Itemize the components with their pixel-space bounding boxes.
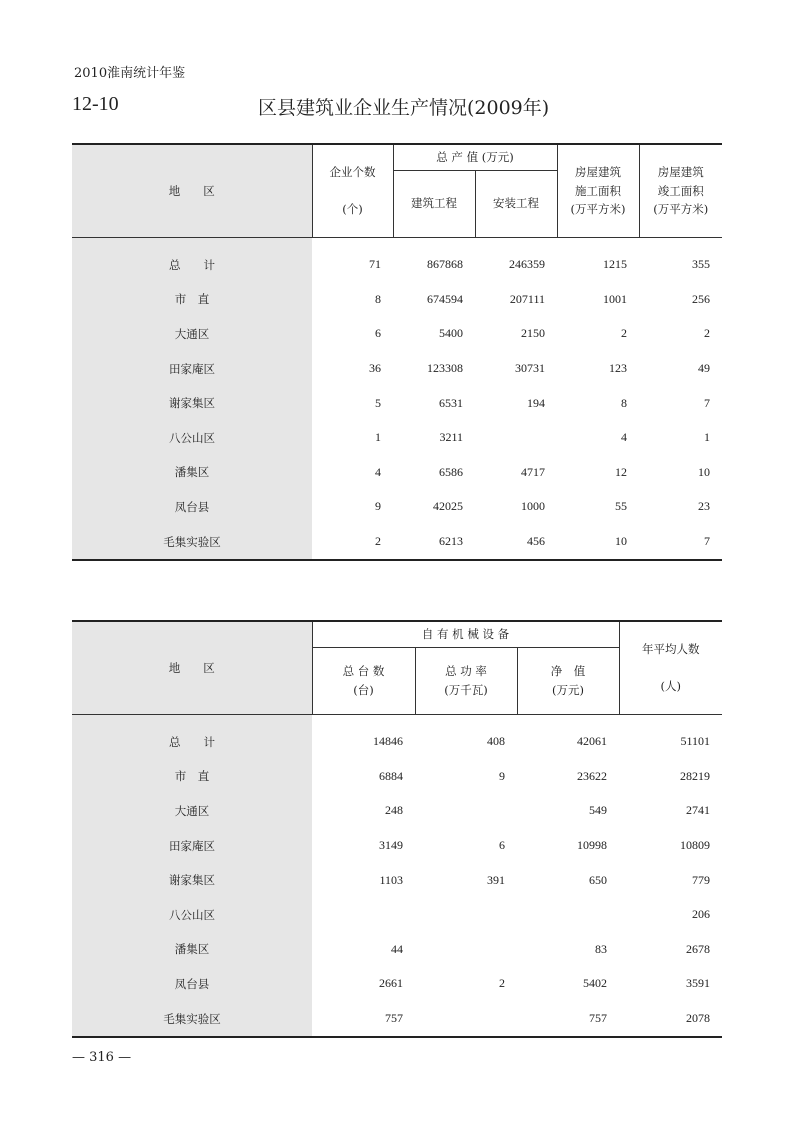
workers-cell: 2678 (686, 941, 711, 956)
installation-header: 安装工程 (475, 170, 557, 237)
workers-cell: 3591 (686, 976, 711, 991)
page-title: 区县建筑业企业生产情况(2009年) (258, 97, 550, 119)
installation-cell: 2150 (521, 326, 546, 341)
net-value-cell: 650 (589, 872, 608, 887)
total-units-header (312, 647, 415, 714)
region-cell: 总 计 (72, 237, 312, 282)
floor-completed-label-1: 房屋建筑 (657, 165, 704, 180)
total-power-label: 总 功 率 (445, 664, 487, 679)
yearbook-title: 2010淮南统计年鉴 (74, 66, 186, 81)
net-value-cell: 23622 (577, 768, 608, 783)
power-cell: 408 (487, 734, 505, 749)
floor-completed-label-2: 竣工面积 (657, 183, 704, 198)
avg-workers-label: 年平均人数 (642, 642, 700, 657)
construction-cell: 123308 (427, 361, 463, 376)
net-value-cell: 757 (589, 1011, 608, 1026)
table-row (72, 967, 722, 1002)
units-cell: 6884 (379, 768, 403, 783)
enterprises-header (312, 144, 393, 237)
floor-under-label-2: 施工面积 (575, 183, 622, 198)
workers-cell: 206 (692, 907, 711, 922)
region-cell: 田家庵区 (72, 828, 312, 863)
workers-cell: 28219 (680, 768, 711, 783)
total-units-label: 总 台 数 (342, 664, 385, 679)
net-value-cell: 549 (589, 803, 608, 818)
net-value-unit: (万元) (552, 682, 584, 697)
equipment-group-header: 自 有 机 械 设 备 (312, 621, 619, 647)
total-power-header (415, 647, 517, 714)
installation-cell: 30731 (515, 361, 546, 376)
units-cell (312, 897, 415, 932)
region-cell: 毛集实验区 (72, 524, 312, 560)
table-row (72, 897, 722, 932)
table-row (72, 524, 722, 560)
table-row (72, 455, 722, 490)
net-value-cell: 83 (595, 941, 608, 956)
floor-under-cell: 123 (609, 361, 628, 376)
table-row (72, 932, 722, 967)
table-row (72, 714, 722, 759)
construction-cell: 42025 (433, 499, 463, 514)
enterprises-cell: 36 (369, 361, 381, 376)
region-cell: 凤台县 (72, 967, 312, 1002)
construction-output-table (72, 143, 722, 561)
table-row (72, 759, 722, 794)
region-cell: 潘集区 (72, 455, 312, 490)
floor-under-cell: 1215 (603, 257, 628, 272)
enterprises-cell: 4 (375, 464, 381, 479)
equipment-workers-table (72, 620, 722, 1038)
floor-under-cell: 12 (615, 464, 628, 479)
output-group-header: 总 产 值 (万元) (393, 144, 557, 170)
region-cell: 毛集实验区 (72, 1001, 312, 1037)
floor-done-cell: 10 (698, 464, 711, 479)
region-header: 地 区 (72, 144, 312, 237)
construction-cell: 6531 (439, 395, 463, 410)
floor-done-cell: 49 (698, 361, 711, 376)
net-value-cell: 42061 (577, 734, 608, 749)
floor-under-cell: 1001 (603, 291, 628, 306)
floor-done-cell: 23 (698, 499, 711, 514)
total-units-unit: (台) (353, 682, 374, 697)
workers-cell: 2078 (686, 1011, 711, 1026)
table-row (72, 420, 722, 455)
total-power-unit: (万千瓦) (444, 682, 488, 697)
table-row (72, 794, 722, 829)
region-cell: 潘集区 (72, 932, 312, 967)
installation-cell: 1000 (521, 499, 546, 514)
table-row (72, 237, 722, 282)
table-row (72, 863, 722, 898)
power-cell (415, 932, 517, 967)
net-value-cell (517, 897, 619, 932)
page-number: — 316 — (72, 1050, 132, 1065)
floor-under-cell: 8 (621, 395, 628, 410)
net-value-label: 净 值 (550, 664, 586, 679)
floor-done-cell: 256 (692, 291, 711, 306)
net-value-cell: 10998 (577, 838, 608, 853)
installation-cell (475, 420, 557, 455)
enterprises-cell: 71 (369, 257, 381, 272)
region-cell: 总 计 (72, 714, 312, 759)
table-row (72, 1001, 722, 1037)
region-cell: 谢家集区 (72, 863, 312, 898)
floor-under-unit: (万平方米) (570, 201, 626, 216)
workers-cell: 10809 (680, 838, 711, 853)
floor-done-cell: 7 (704, 534, 711, 549)
floor-done-cell: 2 (704, 326, 711, 341)
floor-under-cell: 2 (621, 326, 628, 341)
installation-cell: 246359 (509, 257, 546, 272)
floor-completed-header (639, 144, 722, 237)
units-cell: 1103 (379, 872, 403, 887)
table-row (72, 351, 722, 386)
power-cell: 391 (487, 872, 505, 887)
workers-cell: 779 (692, 872, 711, 887)
table-row (72, 828, 722, 863)
construction-cell: 5400 (439, 326, 463, 341)
region-cell: 八公山区 (72, 897, 312, 932)
floor-completed-unit: (万平方米) (653, 201, 709, 216)
net-value-cell: 5402 (583, 976, 608, 991)
region-cell: 市 直 (72, 282, 312, 317)
power-cell: 9 (499, 768, 505, 783)
region-cell: 田家庵区 (72, 351, 312, 386)
installation-cell: 456 (527, 534, 546, 549)
floor-done-cell: 355 (692, 257, 711, 272)
enterprises-cell: 5 (375, 395, 381, 410)
net-value-header (517, 647, 619, 714)
region-cell: 大通区 (72, 794, 312, 829)
construction-cell: 674594 (427, 291, 463, 306)
power-cell (415, 897, 517, 932)
power-cell (415, 794, 517, 829)
power-cell: 2 (499, 976, 505, 991)
enterprises-cell: 6 (375, 326, 381, 341)
enterprises-unit: (个) (342, 201, 363, 216)
enterprises-cell: 8 (375, 291, 381, 306)
power-cell (415, 1001, 517, 1037)
floor-under-construction-header (557, 144, 639, 237)
region-cell: 谢家集区 (72, 386, 312, 421)
units-cell: 14846 (373, 734, 403, 749)
table-row (72, 317, 722, 352)
units-cell: 2661 (379, 976, 403, 991)
power-cell: 6 (499, 838, 505, 853)
workers-cell: 2741 (686, 803, 711, 818)
table-number: 12-10 (72, 93, 119, 115)
workers-cell: 51101 (680, 734, 711, 749)
floor-under-cell: 10 (615, 534, 628, 549)
avg-workers-unit: (人) (660, 678, 681, 693)
construction-cell: 6213 (439, 534, 463, 549)
construction-cell: 3211 (439, 430, 463, 445)
table-row (72, 386, 722, 421)
floor-under-label-1: 房屋建筑 (575, 165, 622, 180)
region-cell: 市 直 (72, 759, 312, 794)
region-cell: 大通区 (72, 317, 312, 352)
floor-under-cell: 4 (621, 430, 628, 445)
enterprises-cell: 2 (375, 534, 381, 549)
table-row (72, 490, 722, 525)
region-cell: 凤台县 (72, 490, 312, 525)
region-cell: 八公山区 (72, 420, 312, 455)
region-header: 地 区 (72, 621, 312, 714)
installation-cell: 194 (527, 395, 546, 410)
units-cell: 44 (391, 941, 403, 956)
construction-cell: 6586 (439, 464, 463, 479)
installation-cell: 4717 (521, 464, 546, 479)
units-cell: 757 (385, 1011, 403, 1026)
avg-workers-header (619, 621, 722, 714)
table-row (72, 282, 722, 317)
units-cell: 248 (385, 803, 403, 818)
floor-under-cell: 55 (615, 499, 628, 514)
enterprises-cell: 1 (375, 430, 381, 445)
units-cell: 3149 (379, 838, 403, 853)
enterprises-label: 企业个数 (329, 165, 376, 180)
floor-done-cell: 7 (704, 395, 711, 410)
construction-cell: 867868 (427, 257, 463, 272)
installation-cell: 207111 (509, 291, 546, 306)
construction-header: 建筑工程 (393, 170, 475, 237)
enterprises-cell: 9 (375, 499, 381, 514)
floor-done-cell: 1 (704, 430, 711, 445)
